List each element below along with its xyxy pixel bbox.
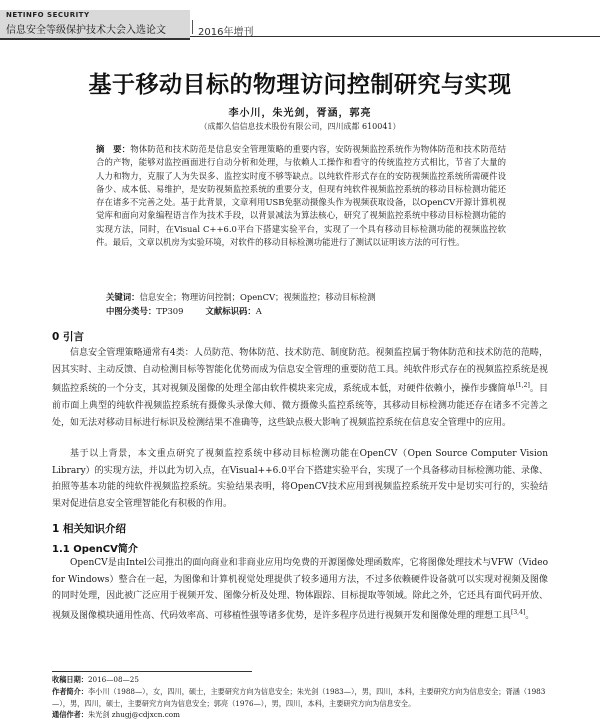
intro-p2-text: 基于以上背景，本文重点研究了视频监控系统中移动目标检测功能在OpenCV（Open Source Computer Vision Library）的实现方法，并以此为切入点，在Visual++6.0平台下搭建实验平台，实现了一个具备移动目标检测功能、录像、拍照等基本功能的纯软件视频监控系统。实验结果表明，将OpenCV技术应用到视频监控系统开发中是切实可行的，实验结果对促进信息安全管理智能化有积极的作用。 (52, 449, 548, 510)
issue-label: 2016年增刊 (198, 27, 254, 38)
header-rule (190, 36, 600, 37)
intro-p1-tail: 。目前市面上典型的纯软件视频监控系统有摄像头录像大师、微方摄像头监控系统等，其移动目标检测功能还存在诸多不完善之处，如无法对移动目标进行标识及检测结果不准确等，这些缺点极大影响了视频监控系统在信息安全管理中的应用。 (52, 384, 548, 428)
s11-p1-citation: [3,4] (511, 609, 526, 617)
section-1-heading: 1 相关知识介绍 (52, 523, 126, 535)
abstract-block (96, 143, 506, 249)
keywords-line (106, 291, 506, 303)
intro-paragraph-1 (52, 345, 548, 432)
footnote-rule (52, 671, 252, 672)
abstract-label: 摘 要： (96, 144, 131, 154)
received-date: 2016—08—25 (87, 675, 139, 684)
paper-affiliation: （成都久信信息技术股份有限公司，四川成都 610041） (199, 122, 401, 131)
intro-heading: 0 引言 (52, 331, 84, 343)
s11-p1-text: OpenCV是由Intel公司推出的面向商业和非商业应用均免费的开源图像处理函数库，它将图像处理技术与VFW（Video for Windows）整合在一起，为图像和计算机视觉处理提供了较多通用方法，不过多依赖硬件设备就可以实现对视频及图像的同时处理，因此被广泛应用于视频开发、图像分析及处理、物体跟踪、目标提取等领域。除此之外，它还具有面代码开放、视频及图像模块通用性高、代码效率高、可移植性强等诸多优势，是许多程序员进行视频开发和图像处理的理想工具 (52, 558, 548, 622)
intro-p1-text: 信息安全管理策略通常有4类：人员防范、物体防范、技术防范、制度防范。视频监控属于物体防范和技术防范的范畴，因其实时、主动反馈、自动检测目标等智能化优势而成为信息安全管理的重要防范工具。纯软件形式存在的视频监控系统是视频监控系统的一个分支，其对视频及图像的处理全部由软件模块来完成，系统成本低，对硬件依赖小，操作步骤简单 (52, 348, 548, 395)
received-label: 收稿日期： (52, 675, 88, 684)
intro-paragraph-2 (52, 446, 548, 513)
clc-label: 中图分类号： (106, 306, 157, 316)
journal-header (0, 4, 600, 40)
corresponding-line (52, 709, 548, 721)
paper-title: 基于移动目标的物理访问控制研究与实现 (88, 72, 512, 98)
received-line (52, 674, 548, 686)
journal-section-label: 信息安全等级保护技术大会入选论文 (6, 25, 166, 36)
doc-code-value: A (255, 306, 262, 316)
s11-p1-tail: 。 (525, 611, 535, 622)
keywords-text: 信息安全；物理访问控制；OpenCV；视频监控；移动目标检测 (139, 292, 376, 302)
corresponding-text: 朱光剑 zhugj@cdjxcn.com (87, 710, 180, 720)
section-1-1-heading: 1.1 OpenCV简介 (52, 544, 138, 555)
journal-logo: NETINFO SECURITY (6, 11, 90, 19)
corresponding-label: 通信作者： (52, 710, 88, 720)
intro-p1-citation: [1,2] (515, 382, 530, 390)
header-separator (192, 20, 193, 34)
doc-code-label: 文献标识码： (205, 306, 256, 316)
clc-value: TP309 (156, 306, 184, 316)
abstract-text: 物体防范和技术防范是信息安全管理策略的重要内容，安防视频监控系统作为物体防范和技术防范结合的产物，能够对监控画面进行自动分析和处理，与依赖人工操作和看守的传统监控方式相比，节省了大量的人力和物力，克服了人为失误多、监控实时度不够等缺点。以纯软件形式存在的安防视频监控系统所需硬件设备少、成本低、易维护，是安防视频监控系统的重要分支，但现有纯软件视频监控系统的移动目标检测功能还存在诸多不完善之处。基于此背景，文章利用USB免驱动摄像头作为视频获取设备，以OpenCV开源计算机视觉库和面向对象编程语言作为技术手段，以背景减法为算法核心，研究了视频监控系统中移动目标检测功能的实现方法，同时，在Visual C++6.0平台下搭建实验平台，实现了一个具有移动目标检测功能的视频监控软件。最后，文章以机房为实验环境，对软件的移动目标检测功能进行了测试以证明该方法的可行性。 (96, 144, 507, 248)
paper-authors: 李小川，朱光剑，胥涵，郭亮 (228, 108, 372, 119)
keywords-label: 关键词： (106, 292, 140, 302)
bio-line (52, 686, 548, 710)
footnote-block (52, 674, 548, 721)
section-1-1-paragraph (52, 555, 548, 625)
bio-label: 作者简介： (52, 686, 88, 696)
classification-line (106, 305, 506, 317)
bio-text: 李小川（1988—），女，四川，硕士，主要研究方向为信息安全；朱光剑（1983—），男，四川，本科，主要研究方向为信息安全；胥涵（1983—），男，四川，硕士，主要研究方向为信息安全；郭亮（1976—），男，四川，本科，主要研究方向为信息安全。 (52, 686, 546, 708)
